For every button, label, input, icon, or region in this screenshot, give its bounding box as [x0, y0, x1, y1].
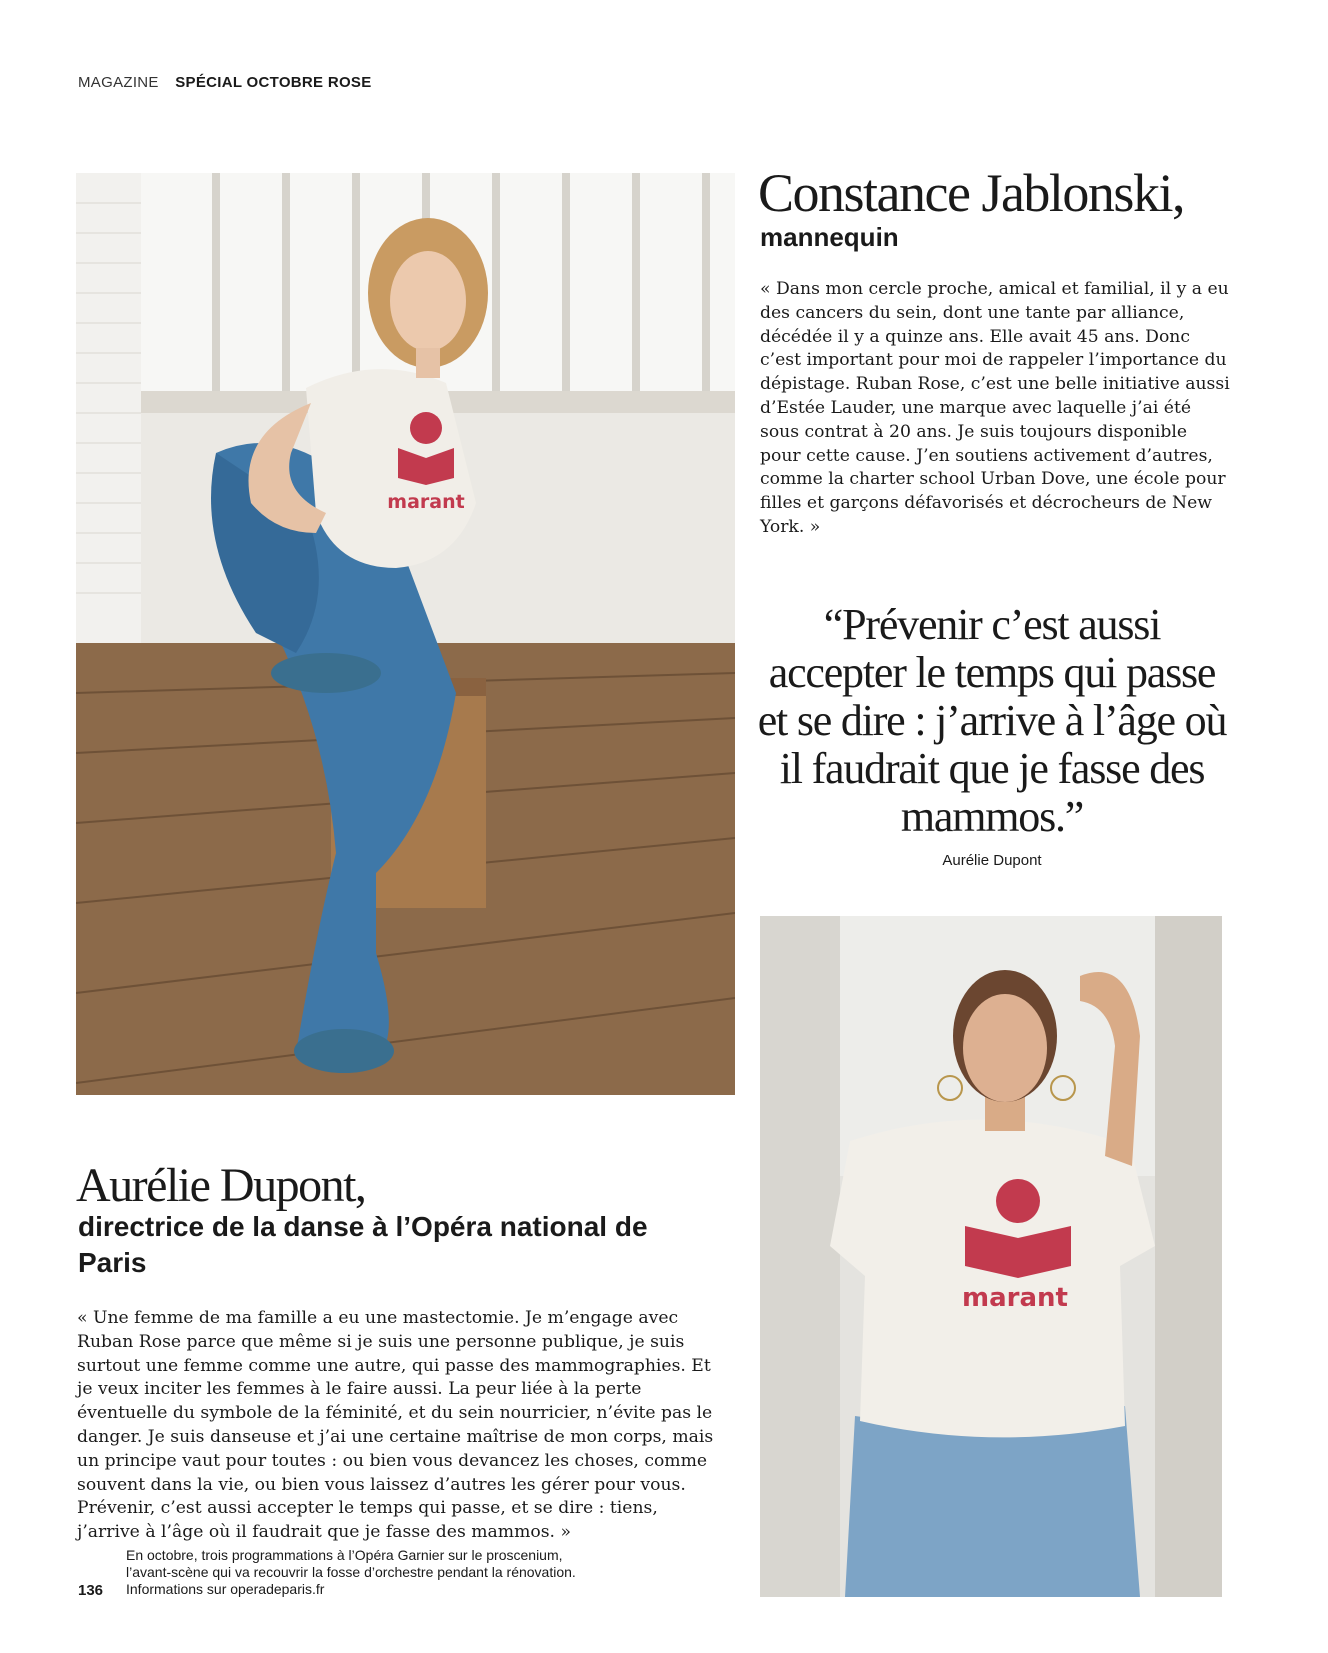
photo2-shirt-logo: marant [962, 1283, 1068, 1313]
profile2-text: « Une femme de ma famille a eu une mastectomie. Je m’engage avec Ruban Rose parce que même si je suis une personne publique, je suis surtout une femme comme une autre, qui passe des mammographies. Et je veux inciter les femmes à le faire aussi. La peur liée à la perte éventuelle du symbole de la féminité, et du sein nourricier, n’évite pas le danger. Je suis danseuse et j’ai une certaine maîtrise de mon corps, mais un principe vaut pour toutes : ou bien vous devancez les choses, comme souvent dans la vie, ou bien vous laissez d’autres les gérer pour vous. Prévenir, c’est aussi accepter le temps qui passe, et se dire : tiens, j’arrive à l’âge où il faudrait que je fasse des mammos. » [77, 1308, 714, 1543]
footnote-line: l’avant-scène qui va recouvrir la fosse d’orchestre pendant la rénovation. [126, 1564, 576, 1580]
page-header [78, 74, 372, 91]
photo1-shirt-logo: marant [387, 491, 465, 513]
profile1-text: « Dans mon cercle proche, amical et familial, il y a eu des cancers du sein, dont une tante par alliance, décédée il y a quinze ans. Elle avait 45 ans. Donc c’est important pour moi de rappeler l’importance du dépistage. Ruban Rose, c’est une belle initiative aussi d’Estée Lauder, une marque avec laquelle j’ai été sous contrat à 20 ans. Je suis toujours disponible pour cette cause. J’en soutiens activement d’autres, comme la charter school Urban Dove, une école pour filles et garçons défavorisés et décrocheurs de New York. » [760, 279, 1230, 537]
footnote-line: En octobre, trois programmations à l’Opéra Garnier sur le proscenium, [126, 1547, 563, 1563]
page-number: 136 [78, 1582, 104, 1599]
footnote [126, 1547, 576, 1598]
section-label: MAGAZINE [78, 74, 159, 91]
photo-aurelie-dupont [760, 916, 1222, 1597]
profile1-name: Constance Jablonski, [758, 163, 1184, 223]
footnote-link-text: Informations sur operadeparis.fr [126, 1581, 325, 1597]
profile1-role: mannequin [760, 222, 899, 252]
profile2-role: directrice de la danse à l’Opéra national de Paris [78, 1211, 648, 1278]
pull-quote-author: Aurélie Dupont [942, 852, 1042, 869]
photo-constance-jablonski [76, 173, 735, 1095]
special-label: SPÉCIAL OCTOBRE ROSE [175, 74, 372, 91]
pull-quote: “Prévenir c’est aussi accepter le temps qui passe et se dire : j’arrive à l’âge où il faudrait que je fasse des mammos.” [757, 600, 1227, 841]
profile2-name: Aurélie Dupont, [76, 1159, 366, 1212]
